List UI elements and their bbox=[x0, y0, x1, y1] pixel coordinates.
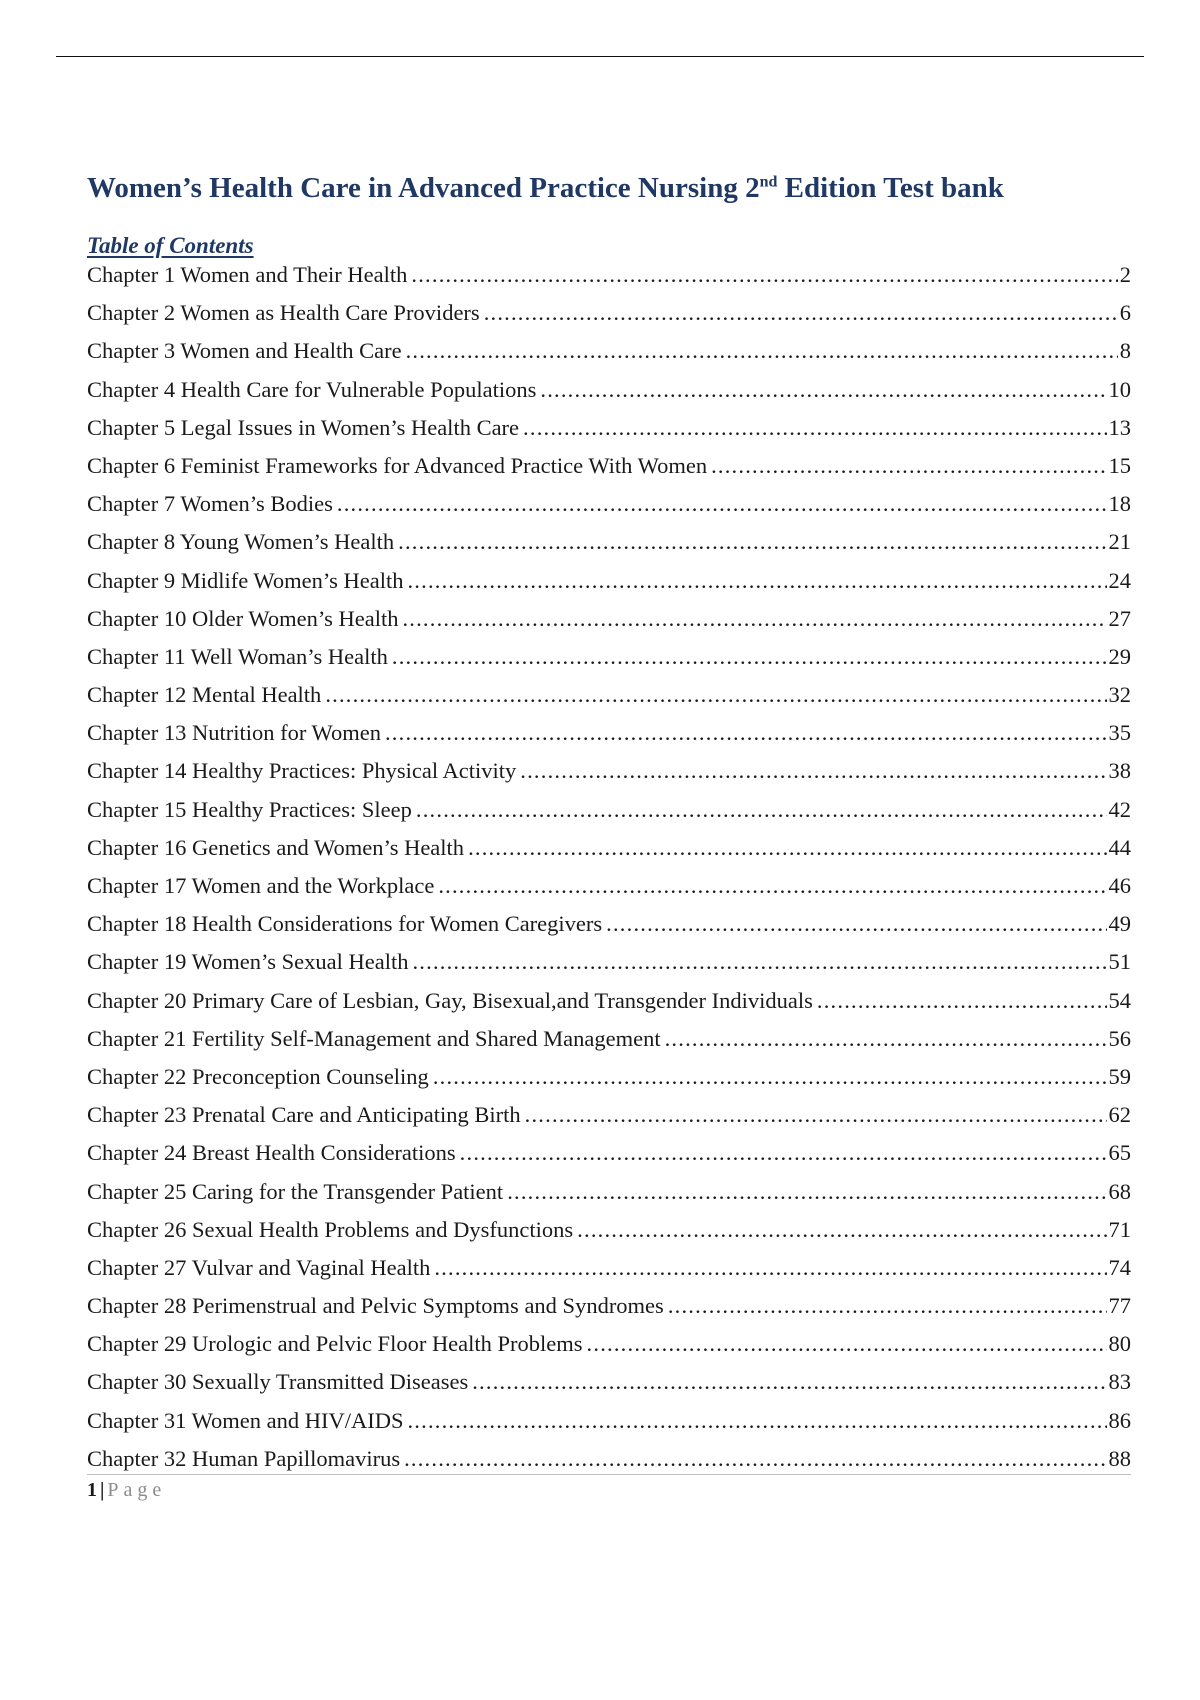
toc-entry-page: 77 bbox=[1108, 1293, 1131, 1319]
toc-dot-leader bbox=[460, 1138, 1107, 1168]
toc-dot-leader bbox=[398, 527, 1106, 557]
toc-entry-title: Chapter 28 Perimenstrual and Pelvic Symptoms and Syndromes bbox=[87, 1293, 664, 1319]
toc-entry-page: 42 bbox=[1108, 796, 1131, 822]
toc-dot-leader bbox=[484, 298, 1118, 328]
toc-dot-leader bbox=[520, 756, 1106, 786]
toc-entry-title: Chapter 9 Midlife Women’s Health bbox=[87, 567, 404, 593]
toc-entry[interactable] bbox=[87, 1406, 1131, 1444]
toc-entry[interactable] bbox=[87, 1253, 1131, 1291]
toc-dot-leader bbox=[523, 413, 1106, 443]
toc-entry[interactable] bbox=[87, 1444, 1131, 1482]
toc-entry-page: 35 bbox=[1108, 720, 1131, 746]
toc-dot-leader bbox=[402, 604, 1106, 634]
page-separator: | bbox=[100, 1479, 105, 1501]
toc-entry-title: Chapter 5 Legal Issues in Women’s Health Care bbox=[87, 414, 520, 440]
toc-dot-leader bbox=[525, 1100, 1107, 1130]
document-title-superscript: nd bbox=[759, 173, 778, 191]
toc-entry[interactable] bbox=[87, 566, 1131, 604]
toc-entry-title: Chapter 4 Health Care for Vulnerable Populations bbox=[87, 376, 537, 402]
toc-entry[interactable] bbox=[87, 642, 1131, 680]
page-label: Page bbox=[107, 1479, 167, 1501]
toc-entry-title: Chapter 18 Health Considerations for Women Caregivers bbox=[87, 911, 603, 937]
page-number: 1 bbox=[87, 1479, 97, 1501]
toc-entry-title: Chapter 7 Women’s Bodies bbox=[87, 491, 333, 517]
toc-entry-title: Chapter 16 Genetics and Women’s Health bbox=[87, 834, 465, 860]
toc-dot-leader bbox=[406, 336, 1118, 366]
toc-dot-leader bbox=[540, 375, 1106, 405]
toc-entry-page: 62 bbox=[1108, 1102, 1131, 1128]
toc-entry-title: Chapter 23 Prenatal Care and Anticipating Birth bbox=[87, 1102, 521, 1128]
toc-dot-leader bbox=[433, 1062, 1107, 1092]
toc-entry-page: 2 bbox=[1119, 262, 1131, 287]
toc-entry[interactable] bbox=[87, 298, 1131, 336]
toc-dot-leader bbox=[711, 451, 1106, 481]
toc-entry-page: 44 bbox=[1108, 834, 1131, 860]
toc-entry[interactable] bbox=[87, 871, 1131, 909]
toc-dot-leader bbox=[587, 1329, 1107, 1359]
toc-entry[interactable] bbox=[87, 604, 1131, 642]
toc-entry-page: 38 bbox=[1108, 758, 1131, 784]
toc-entry[interactable] bbox=[87, 1138, 1131, 1176]
toc-entry[interactable] bbox=[87, 680, 1131, 718]
toc-entry-title: Chapter 14 Healthy Practices: Physical Activity bbox=[87, 758, 517, 784]
toc-entry-page: 32 bbox=[1108, 682, 1131, 708]
toc-entry-page: 88 bbox=[1108, 1445, 1131, 1471]
toc-entry-page: 29 bbox=[1108, 643, 1131, 669]
toc-entry[interactable] bbox=[87, 756, 1131, 794]
toc-entry[interactable] bbox=[87, 795, 1131, 833]
toc-entry-title: Chapter 15 Healthy Practices: Sleep bbox=[87, 796, 412, 822]
toc-dot-leader bbox=[412, 947, 1106, 977]
toc-entry-title: Chapter 10 Older Women’s Health bbox=[87, 605, 399, 631]
toc-entry[interactable] bbox=[87, 718, 1131, 756]
toc-entry-title: Chapter 6 Feminist Frameworks for Advanced Practice With Women bbox=[87, 452, 708, 478]
toc-dot-leader bbox=[507, 1177, 1106, 1207]
toc-dot-leader bbox=[404, 1444, 1106, 1474]
toc-entry[interactable] bbox=[87, 451, 1131, 489]
toc-entry[interactable] bbox=[87, 1062, 1131, 1100]
toc-entry-page: 24 bbox=[1108, 567, 1131, 593]
toc-entry[interactable] bbox=[87, 336, 1131, 374]
toc-entry[interactable] bbox=[87, 1100, 1131, 1138]
footer-rule bbox=[87, 1474, 1131, 1475]
toc-entry-page: 6 bbox=[1119, 300, 1131, 326]
toc-entry-title: Chapter 11 Well Woman’s Health bbox=[87, 643, 388, 669]
toc-entry[interactable] bbox=[87, 1329, 1131, 1367]
toc-dot-leader bbox=[407, 1406, 1106, 1436]
toc-dot-leader bbox=[438, 871, 1106, 901]
toc-entry-title: Chapter 29 Urologic and Pelvic Floor Health Problems bbox=[87, 1331, 583, 1357]
toc-entry-page: 27 bbox=[1108, 605, 1131, 631]
document-title bbox=[87, 170, 1004, 206]
toc-entry[interactable] bbox=[87, 947, 1131, 985]
toc-entry-page: 86 bbox=[1108, 1407, 1131, 1433]
toc-entry-page: 56 bbox=[1108, 1025, 1131, 1051]
toc-dot-leader bbox=[472, 1367, 1106, 1397]
toc-entry-page: 83 bbox=[1108, 1369, 1131, 1395]
toc-dot-leader bbox=[468, 833, 1106, 863]
toc-dot-leader bbox=[337, 489, 1107, 519]
toc-entry-page: 13 bbox=[1108, 414, 1131, 440]
toc-entry[interactable] bbox=[87, 527, 1131, 565]
document-title-tail: Edition Test bank bbox=[777, 172, 1004, 204]
toc-entry-page: 15 bbox=[1108, 452, 1131, 478]
toc-dot-leader bbox=[325, 680, 1106, 710]
toc-entry-page: 51 bbox=[1108, 949, 1131, 975]
toc-dot-leader bbox=[665, 1024, 1107, 1054]
toc-entry-title: Chapter 17 Women and the Workplace bbox=[87, 873, 435, 898]
toc-entry-title: Chapter 24 Breast Health Considerations bbox=[87, 1140, 456, 1166]
toc-entry-page: 68 bbox=[1108, 1178, 1131, 1204]
toc-dot-leader bbox=[668, 1291, 1107, 1321]
document-title-main: Women’s Health Care in Advanced Practice Nursing 2 bbox=[87, 172, 760, 204]
page-footer bbox=[87, 1477, 166, 1503]
toc-entry-title: Chapter 27 Vulvar and Vaginal Health bbox=[87, 1254, 431, 1280]
toc-entry[interactable] bbox=[87, 489, 1131, 527]
toc-entry-title: Chapter 2 Women as Health Care Providers bbox=[87, 300, 480, 326]
toc-entry-title: Chapter 32 Human Papillomavirus bbox=[87, 1445, 401, 1471]
toc-entry-page: 49 bbox=[1108, 911, 1131, 937]
toc-entry-title: Chapter 12 Mental Health bbox=[87, 682, 322, 708]
table-of-contents bbox=[87, 260, 1131, 1482]
toc-entry-page: 74 bbox=[1108, 1254, 1131, 1280]
toc-entry[interactable] bbox=[87, 986, 1131, 1024]
toc-entry[interactable] bbox=[87, 1024, 1131, 1062]
toc-entry-title: Chapter 22 Preconception Counseling bbox=[87, 1063, 429, 1089]
header-rule bbox=[56, 56, 1144, 57]
toc-entry-title: Chapter 25 Caring for the Transgender Patient bbox=[87, 1178, 504, 1204]
toc-entry[interactable] bbox=[87, 1367, 1131, 1405]
toc-entry[interactable] bbox=[87, 833, 1131, 871]
toc-entry-title: Chapter 8 Young Women’s Health bbox=[87, 529, 395, 555]
toc-dot-leader bbox=[817, 986, 1107, 1016]
toc-entry-title: Chapter 1 Women and Their Health bbox=[87, 262, 408, 287]
toc-entry-page: 59 bbox=[1108, 1063, 1131, 1089]
toc-entry-page: 71 bbox=[1108, 1216, 1131, 1242]
toc-entry-page: 10 bbox=[1108, 376, 1131, 402]
toc-dot-leader bbox=[577, 1215, 1106, 1245]
toc-entry-title: Chapter 3 Women and Health Care bbox=[87, 338, 402, 364]
toc-dot-leader bbox=[416, 795, 1107, 825]
toc-entry-title: Chapter 30 Sexually Transmitted Diseases bbox=[87, 1369, 469, 1395]
toc-entry-title: Chapter 26 Sexual Health Problems and Dysfunctions bbox=[87, 1216, 574, 1242]
toc-entry[interactable] bbox=[87, 375, 1131, 413]
toc-dot-leader bbox=[385, 718, 1107, 748]
toc-entry-title: Chapter 31 Women and HIV/AIDS bbox=[87, 1407, 404, 1433]
toc-heading: Table of Contents bbox=[87, 233, 254, 258]
toc-entry-title: Chapter 21 Fertility Self-Management and Shared Management bbox=[87, 1025, 661, 1051]
toc-entry-title: Chapter 13 Nutrition for Women bbox=[87, 720, 381, 746]
toc-entry[interactable] bbox=[87, 1291, 1131, 1329]
toc-entry-page: 8 bbox=[1119, 338, 1131, 364]
toc-entry[interactable] bbox=[87, 909, 1131, 947]
toc-entry[interactable] bbox=[87, 260, 1131, 298]
toc-dot-leader bbox=[434, 1253, 1106, 1283]
toc-entry-title: Chapter 19 Women’s Sexual Health bbox=[87, 949, 409, 975]
toc-entry-title: Chapter 20 Primary Care of Lesbian, Gay, Bisexual,and Transgender Individuals bbox=[87, 987, 813, 1013]
toc-entry-page: 54 bbox=[1108, 987, 1131, 1013]
toc-entry-page: 65 bbox=[1108, 1140, 1131, 1166]
toc-dot-leader bbox=[407, 566, 1106, 596]
toc-entry-page: 18 bbox=[1108, 491, 1131, 517]
toc-entry[interactable] bbox=[87, 413, 1131, 451]
toc-entry-page: 46 bbox=[1108, 873, 1131, 898]
toc-entry-page: 80 bbox=[1108, 1331, 1131, 1357]
toc-entry-page: 21 bbox=[1108, 529, 1131, 555]
toc-dot-leader bbox=[606, 909, 1106, 939]
toc-entry[interactable] bbox=[87, 1215, 1131, 1253]
toc-dot-leader bbox=[411, 260, 1117, 290]
toc-dot-leader bbox=[392, 642, 1107, 672]
toc-entry[interactable] bbox=[87, 1177, 1131, 1215]
